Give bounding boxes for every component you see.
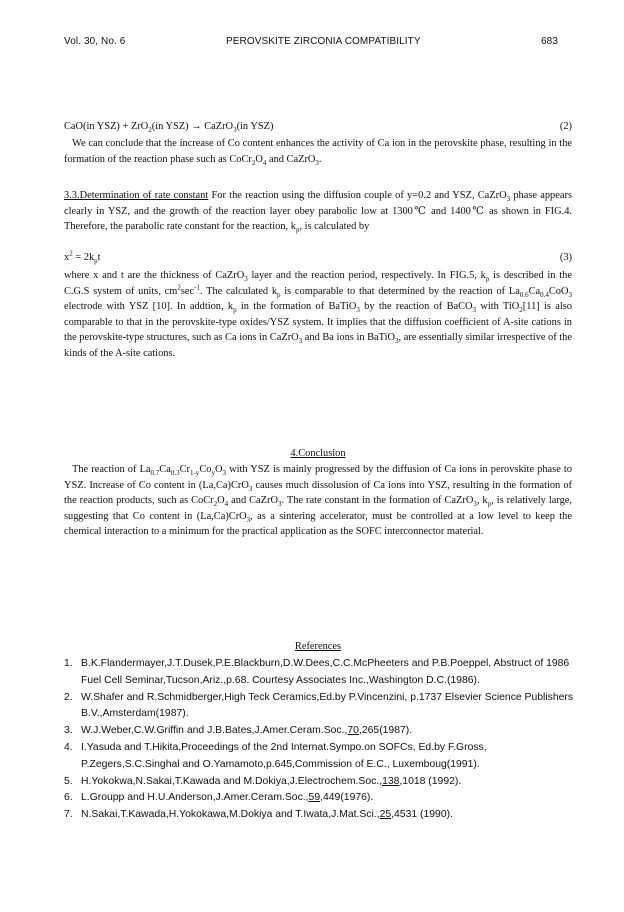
paragraph-conclusion-activity: We can conclude that the increase of Co content enhances the activity of Ca ion in the perovskite phase, resulting in the formation of the reaction phase such as $CoCr_2O_4$ and CaZrO$_3$. <box>64 138 572 167</box>
reference-item: 2. W.Shafer and R.Schmidberger,High Teck Ceramics,Ed.by P.Vincenzini, p.1737 Elsevier Science Publishers B.V.,Amsterdam(1987). <box>64 691 574 720</box>
equation-3-number: (3) <box>559 252 572 263</box>
equation-3: $x^2 = 2k_pt$ <box>64 249 101 266</box>
reference-item: 7. N.Sakai,T.Kawada,H.Yokokawa,M.Dokiya and T.Iwata,J.Mat.Sci.,25,4531 (1990). <box>64 809 453 821</box>
reference-item: 4. I.Yasuda and T.Hikita,Proceedings of the 2nd Internat.Sympo.on SOFCs, Ed.by F.Gross, P.Zegers,S.C.Singhal and O.Yamamoto,p.645,Commission of E.C., Luxemboug(1991). <box>64 741 487 770</box>
conclusion-heading: 4.Conclusion <box>290 448 346 459</box>
conclusion-paragraph: The reaction of $La_{0.7}Ca_{0.3}Cr_{1-y}Co_yO_3$ with YSZ is mainly progressed by the diffusion of Ca ions in perovskite phase to YSZ. Increase of Co content in (La,Ca)CrO$_3$ causes much dissolusion of Ca ions into YSZ, resulting in the formation of the reaction products, such as $CoCr_2O_4$ and CaZrO$_3$. The rate constant in the formation of CaZrO$_3$, $k_p$, is relatively large, suggesting that Co content in (La,Ca)CrO$_3$, as a sintering accelerator, must be controlled at a low level to keep the chemical interaction to a minimum for the practical application as the SOFC interconnector material. <box>64 464 573 538</box>
equation-2: CaO(in YSZ) + ZrO$_2$(in YSZ) → CaZrO$_3$(in YSZ) <box>64 121 274 135</box>
reference-item: 3. W.J.Weber,C.W.Griffin and J.B.Bates,J.Amer.Ceram.Soc.,70,265(1987). <box>64 725 413 737</box>
running-title: PEROVSKITE ZIRCONIA COMPATIBILITY <box>226 36 421 47</box>
section-3-3-heading: 3.3.Determination of rate constant <box>64 190 209 201</box>
reference-item: 5. H.Yokokwa,N.Sakai,T.Kawada and M.Dokiya,J.Electrochem.Soc.,138,1018 (1992). <box>64 775 462 787</box>
section-3-3-paragraph: 3.3.Determination of rate constant For the reaction using the diffusion couple of y=0.2 and YSZ, CaZrO$_3$ phase appears clearly in YSZ, and the growth of the reaction layer obey parabolic low at 1300℃ and 1400℃ as shown in FIG.4. Therefore, the parabolic rate constant for the reaction, $k_p$, is calculated by <box>64 190 572 235</box>
paragraph-rate-constant: where x and t are the thickness of CaZrO$_3$ layer and the reaction period, respectively. In FIG.5, $k_p$ is described in the C.G.S system of units, $cm^2\sec^{-1}$. The calculated $k_p$ is comparable to that determined by the reaction of $La_{0.6}Ca_{0.4}CoO_3$ electrode with YSZ [10]. In addtion, $k_p$ in the formation of BaTiO$_3$ by the reaction of BaCO$_3$ with TiO$_2$[11] is also comparable to that in the perovskite-type oxides/YSZ system. It implies that the diffusion coefficient of A-site cations in the perovskite-type structures, such as Ca ions in CaZrO$_3$ and Ba ions in BaTiO$_3$, are essentially similar irrespective of the kinds of the A-site cations. <box>64 270 572 359</box>
volume-label: Vol. 30, No. 6 <box>64 36 126 47</box>
references-heading: References <box>294 641 342 652</box>
page-number: 683 <box>541 36 558 47</box>
reference-item: 6. L.Groupp and H.U.Anderson,J.Amer.Ceram.Soc.,59,449(1976). <box>64 792 374 804</box>
reference-item: 1. B.K.Flandermayer,J.T.Dusek,P.E.Blackburn,D.W.Dees,C.C.McPheeters and P.B.Poeppel, Abstruct of 1986 Fuel Cell Seminar,Tucson,Ariz.,p.68. Courtesy Associates Inc.,Washington D.C.(1986). <box>64 658 570 686</box>
references-list <box>64 656 584 824</box>
equation-2-number: (2) <box>559 121 572 132</box>
